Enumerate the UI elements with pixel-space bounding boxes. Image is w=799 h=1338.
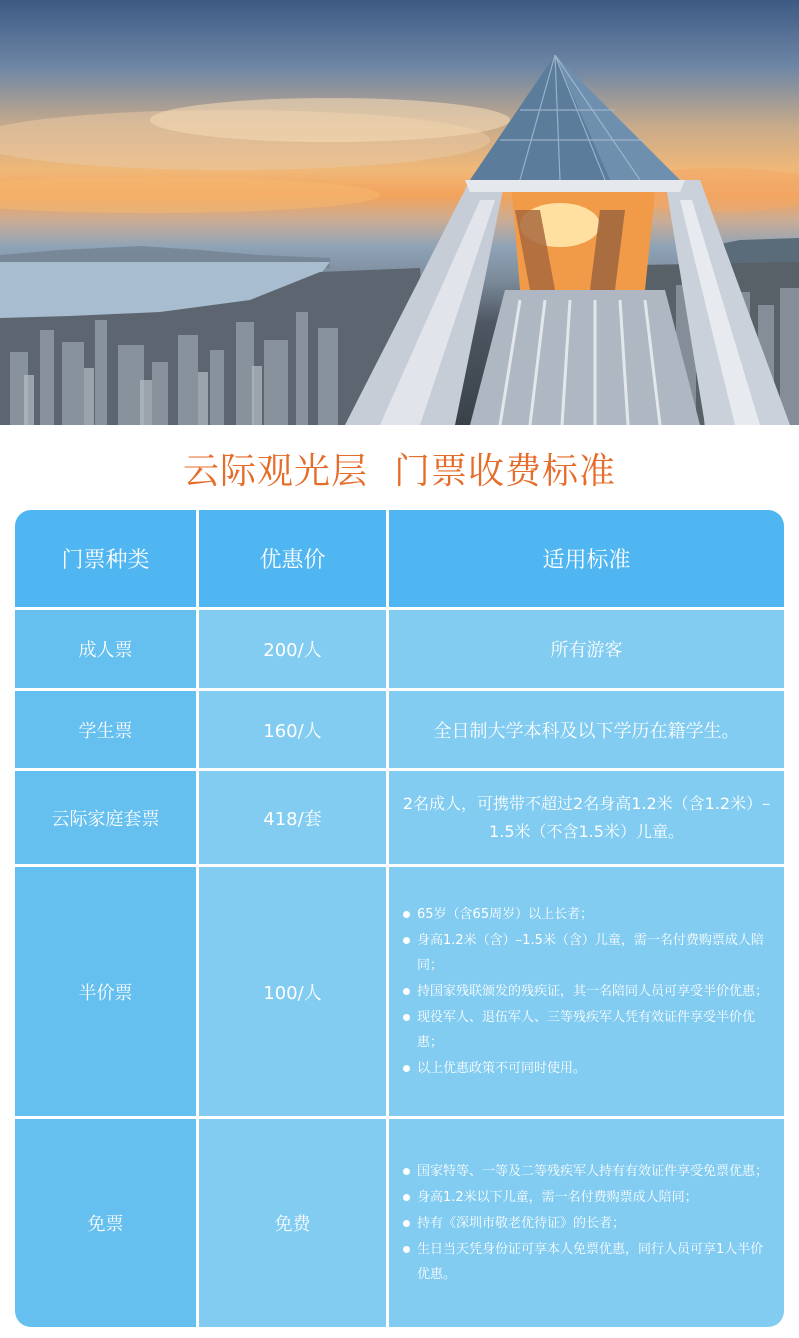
list-item: 持有《深圳市敬老优待证》的长者； bbox=[403, 1211, 774, 1236]
hero-photo bbox=[0, 0, 799, 425]
page-title bbox=[0, 442, 799, 502]
ticket-type-adult: 成人票 bbox=[15, 610, 196, 688]
price-adult: 200/人 bbox=[199, 610, 386, 688]
header-price: 优惠价 bbox=[199, 510, 386, 607]
list-item: 国家特等、一等及二等残疾军人持有有效证件享受免票优惠； bbox=[403, 1159, 774, 1184]
criteria-adult: 所有游客 bbox=[389, 610, 784, 688]
ticket-type-student: 学生票 bbox=[15, 691, 196, 768]
price-student: 160/人 bbox=[199, 691, 386, 768]
criteria-free-list bbox=[389, 1158, 784, 1288]
ticket-type-half: 半价票 bbox=[15, 867, 196, 1116]
price-free: 免费 bbox=[199, 1119, 386, 1327]
ticket-type-family: 云际家庭套票 bbox=[15, 771, 196, 864]
list-item: 65岁（含65周岁）以上长者； bbox=[403, 902, 774, 927]
list-item: 身高1.2米以下儿童，需一名付费购票成人陪同； bbox=[403, 1185, 774, 1210]
price-half: 100/人 bbox=[199, 867, 386, 1116]
list-item: 身高1.2米（含）–1.5米（含）儿童，需一名付费购票成人陪同； bbox=[403, 928, 774, 978]
criteria-family: 2名成人，可携带不超过2名身高1.2米（含1.2米）–1.5米（不含1.5米）儿童。 bbox=[389, 771, 784, 864]
price-family: 418/套 bbox=[199, 771, 386, 864]
city-skyline-photo bbox=[0, 0, 799, 425]
ticket-price-table bbox=[15, 510, 784, 1327]
list-item: 以上优惠政策不可同时使用。 bbox=[403, 1056, 774, 1081]
criteria-half bbox=[389, 867, 784, 1116]
list-item: 持国家残联颁发的残疾证，其一名陪同人员可享受半价优惠； bbox=[403, 979, 774, 1004]
criteria-student: 全日制大学本科及以下学历在籍学生。 bbox=[389, 691, 784, 768]
header-criteria: 适用标准 bbox=[389, 510, 784, 607]
page-title-part2: 门票收费标准 bbox=[394, 451, 617, 492]
ticket-type-free: 免票 bbox=[15, 1119, 196, 1327]
list-item: 现役军人、退伍军人、三等残疾军人凭有效证件享受半价优惠； bbox=[403, 1005, 774, 1055]
header-ticket-type: 门票种类 bbox=[15, 510, 196, 607]
list-item: 生日当天凭身份证可享本人免票优惠，同行人员可享1人半价优惠。 bbox=[403, 1237, 774, 1287]
page-title-part1: 云际观光层 bbox=[182, 451, 368, 492]
criteria-half-list bbox=[389, 901, 784, 1082]
criteria-free bbox=[389, 1119, 784, 1327]
